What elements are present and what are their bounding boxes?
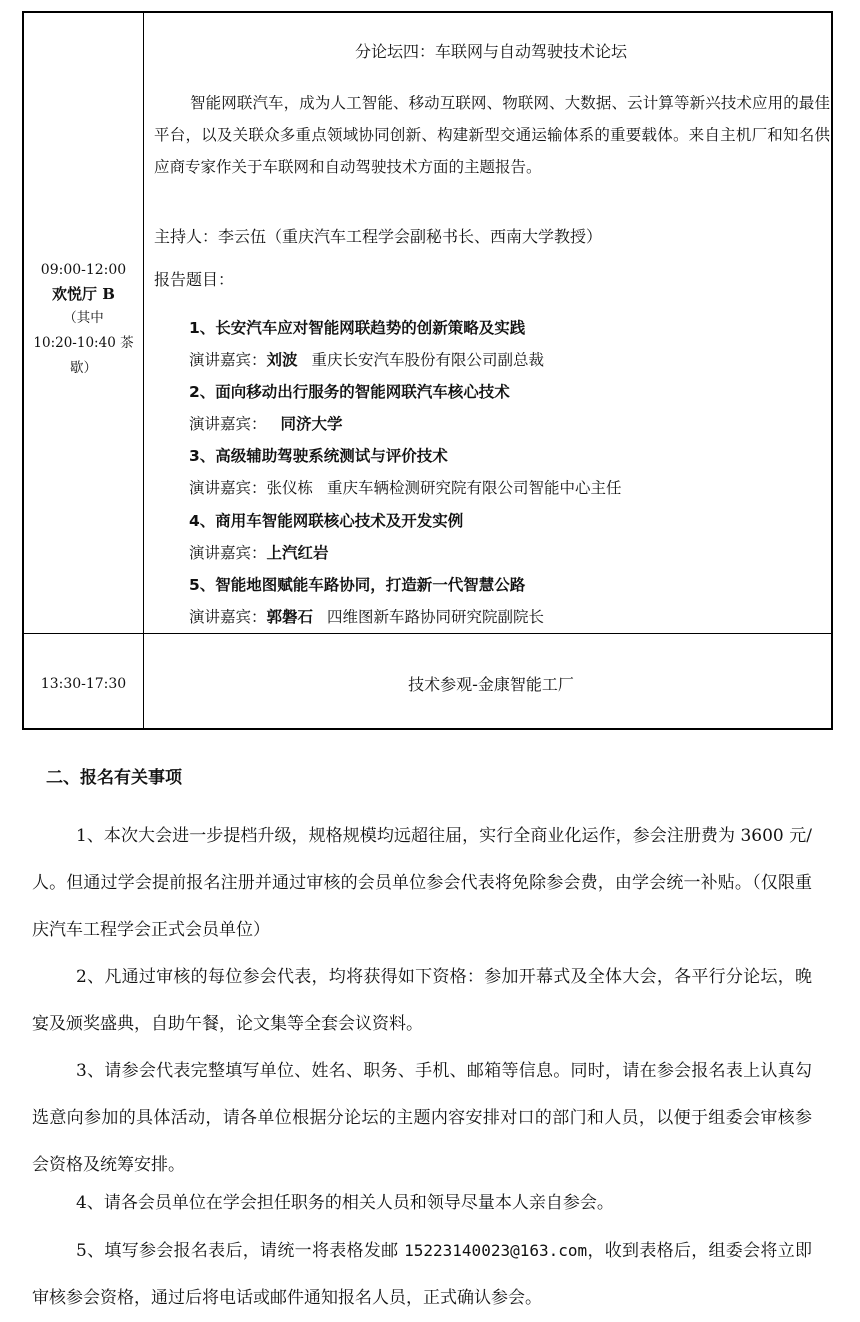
afternoon-time: 13:30-17:30: [40, 676, 127, 692]
speaker-label: 演讲嘉宾：: [189, 351, 267, 369]
speaker-affiliation: 重庆车辆检测研究院有限公司智能中心主任: [327, 479, 622, 497]
morning-time: 09:00-12:00: [40, 262, 127, 278]
talk-speaker-line: [189, 605, 544, 627]
paragraph-2: 2、凡通过审核的每位参会代表，均将获得如下资格：参加开幕式及全体大会，各平行分论坛，晚宴及颁奖盛典，自助午餐，论文集等全套会议资料。: [32, 967, 812, 1034]
speaker-label: 演讲嘉宾：: [189, 544, 267, 562]
paragraph-5-start: 5、填写参会报名表后，请统一将表格发邮: [76, 1241, 405, 1261]
forum-host: 主持人：李云伍（重庆汽车工程学会副秘书长、西南大学教授）: [154, 227, 603, 246]
break-note-close: 歇）: [70, 360, 97, 376]
speaker-name: 张仪栋: [266, 479, 314, 497]
forum-title: 分论坛四：车联网与自动驾驶技术论坛: [354, 42, 627, 61]
speaker-name: 刘波: [266, 350, 298, 369]
row-divider: [24, 633, 831, 634]
forum-intro: 智能网联汽车，成为人工智能、移动互联网、物联网、大数据、云计算等新兴技术应用的最佳平台，以及关联众多重点领域协同创新、构建新型交通运输体系的重要载体。来自主机厂和知名供应商专家作关于车联网和自动驾驶技术方面的主题报告。: [154, 94, 830, 176]
reports-label: 报告题目：: [154, 270, 235, 289]
paragraph-5-end: ，收到表格后，组委会将立即审核参会资格，通过后将电话或邮件通知报名人员，正式确认参会。: [32, 1241, 812, 1308]
talk-title: 3、高级辅助驾驶系统测试与评价技术: [189, 447, 448, 465]
paragraph-1: 1、本次大会进一步提档升级，规格规模均远超往届，实行全商业化运作，参会注册费为 3600 元/人。但通过学会提前报名注册并通过审核的会员单位参会代表将免除参会费，由学会统一补贴。（仅限重庆汽车工程学会正式会员单位）: [32, 826, 812, 940]
paragraph-5: [32, 1227, 812, 1322]
speaker-label: 演讲嘉宾：: [189, 608, 267, 626]
break-note-time: 10:20-10:40 茶: [33, 335, 134, 351]
speaker-name: 上汽红岩: [266, 543, 329, 562]
morning-venue: 欢悦厅 B: [52, 285, 115, 303]
talk-speaker-line: [189, 541, 329, 563]
speaker-label: 演讲嘉宾：: [189, 479, 267, 497]
speaker-label: 演讲嘉宾：: [189, 415, 267, 433]
column-divider: [143, 13, 144, 728]
talk-title: 2、面向移动出行服务的智能网联汽车核心技术: [189, 383, 510, 401]
talk-speaker-line: [189, 348, 544, 370]
talk-speaker-line: [189, 476, 622, 498]
talk-speaker-line: [189, 412, 343, 434]
speaker-name: 郭磐石: [266, 607, 314, 626]
paragraph-4: 4、请各会员单位在学会担任职务的相关人员和领导尽量本人亲自参会。: [76, 1193, 614, 1213]
speaker-name: 同济大学: [280, 414, 343, 433]
talk-title: 4、商用车智能网联核心技术及开发实例: [189, 512, 464, 530]
afternoon-time-cell: [24, 672, 143, 696]
break-note-open: （其中: [63, 310, 104, 326]
speaker-affiliation: 重庆长安汽车股份有限公司副总裁: [311, 351, 545, 369]
morning-time-cell: [24, 258, 143, 381]
speaker-affiliation: 四维图新车路协同研究院副院长: [327, 608, 545, 626]
schedule-table: [22, 11, 833, 730]
afternoon-activity: 技术参观-金康智能工厂: [408, 675, 574, 694]
talk-title: 1、长安汽车应对智能网联趋势的创新策略及实践: [189, 319, 526, 337]
section-heading: 二、报名有关事项: [46, 768, 182, 788]
contact-email: 15223140023@163.com: [404, 1241, 588, 1260]
paragraph-3: 3、请参会代表完整填写单位、姓名、职务、手机、邮箱等信息。同时，请在参会报名表上认真勾选意向参加的具体活动，请各单位根据分论坛的主题内容安排对口的部门和人员，以便于组委会审核参会资格及统筹安排。: [32, 1061, 812, 1175]
talk-title: 5、智能地图赋能车路协同，打造新一代智慧公路: [189, 576, 526, 594]
